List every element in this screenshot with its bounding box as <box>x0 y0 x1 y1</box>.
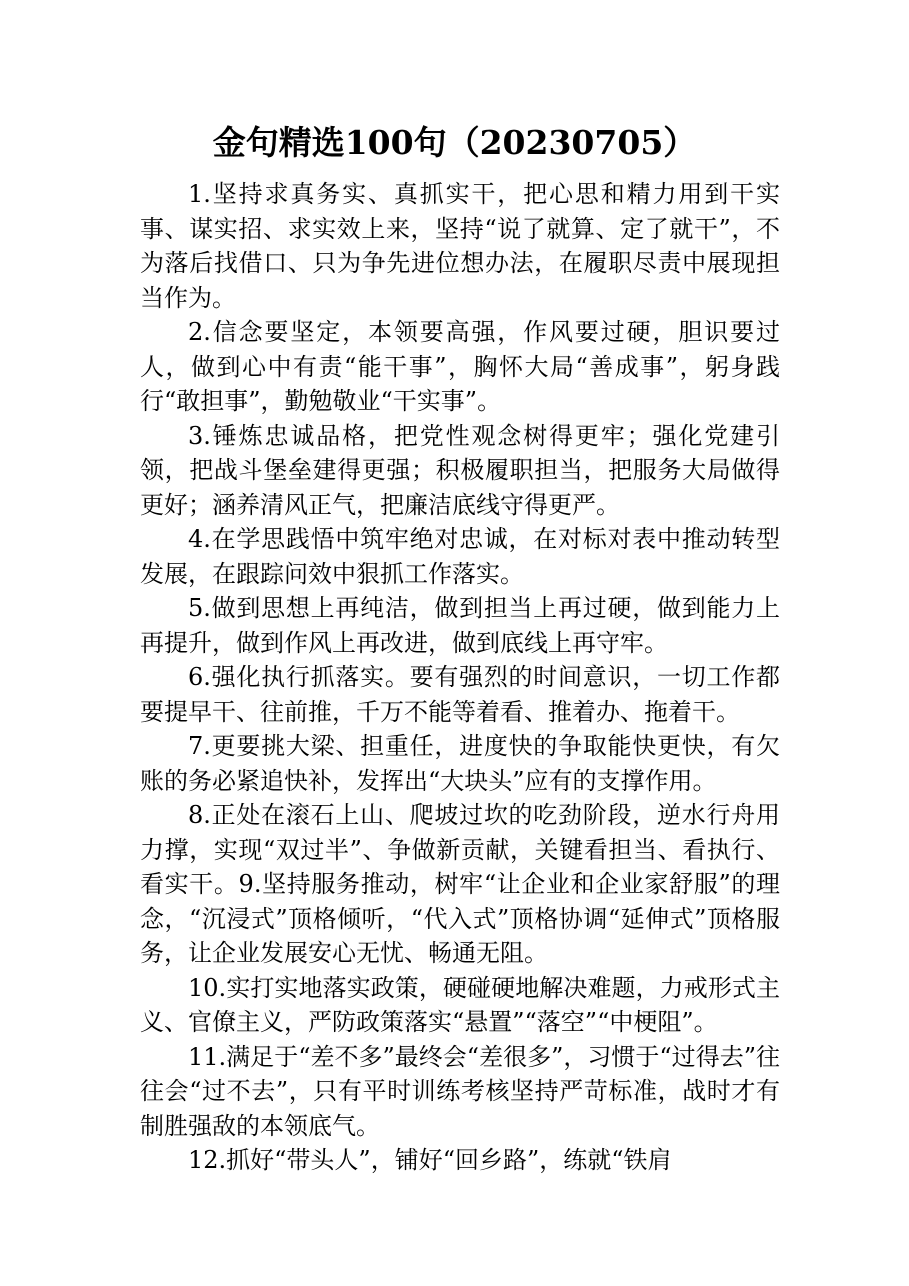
paragraph-12: 12.抓好“带头人”，铺好“回乡路”，练就“铁肩 <box>188 1146 672 1174</box>
paragraph-8: 8.正处在滚石上山、爬坡过坎的吃劲阶段，逆水行舟用力撑，实现“双过半”、争做新贡献，关键看担当、看执行、看实干。9.坚持服务推动，树牢“让企业和企业家舒服”的理念，“沉浸式”顶格倾听，“代入式”顶格协调“延伸式”顶格服务，让企业发展安心无忧、畅通无阻。 <box>140 801 780 967</box>
paragraph-3: 3.锤炼忠诚品格，把党性观念树得更牢；强化党建引领，把战斗堡垒建得更强；积极履职担当，把服务大局做得更好；涵养清风正气，把廉洁底线守得更严。 <box>140 421 780 519</box>
paragraph-7: 7.更要挑大梁、担重任，进度快的争取能快更快，有欠账的务必紧追快补，发挥出“大块头”应有的支撑作用。 <box>140 732 780 795</box>
paragraph-10: 10.实打实地落实政策，硬碰硬地解决难题，力戒形式主义、官僚主义，严防政策落实“悬置”“落空”“中梗阻”。 <box>140 973 780 1036</box>
paragraph-2: 2.信念要坚定，本领要高强，作风要过硬，胆识要过人，做到心中有责“能干事”，胸怀大局“善成事”，躬身践行“敢担事”，勤勉敬业“干实事”。 <box>140 318 780 415</box>
paragraph-4: 4.在学思践悟中筑牢绝对忠诚，在对标对表中推动转型发展，在跟踪问效中狠抓工作落实。 <box>140 525 780 588</box>
paragraph-5: 5.做到思想上再纯洁，做到担当上再过硬，做到能力上再提升，做到作风上再改进，做到底线上再守牢。 <box>140 594 780 657</box>
document-title: 金句精选100句（20230705） <box>212 123 697 162</box>
paragraph-1: 1.坚持求真务实、真抓实干，把心思和精力用到干实事、谋实招、求实效上来，坚持“说了就算、定了就干”，不为落后找借口、只为争先进位想办法，在履职尽责中展现担当作为。 <box>140 180 780 312</box>
document-body <box>140 177 780 1178</box>
paragraph-6: 6.强化执行抓落实。要有强烈的时间意识，一切工作都要提早干、往前推，千万不能等着看、推着办、拖着干。 <box>140 663 780 726</box>
paragraph-11: 11.满足于“差不多”最终会“差很多”，习惯于“过得去”往往会“过不去”，只有平时训练考核坚持严苛标准，战时才有制胜强敌的本领底气。 <box>140 1042 780 1140</box>
